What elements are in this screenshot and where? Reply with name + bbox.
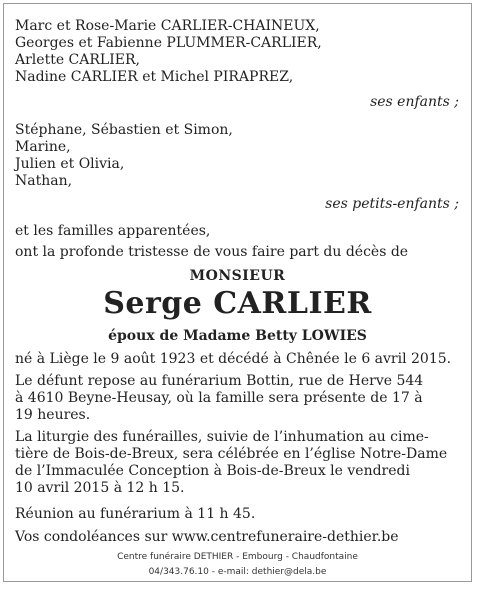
grandchild-line-3: Julien et Olivia, [15,156,125,172]
child-line-2: Georges et Fabienne PLUMMER-CARLIER, [15,35,322,51]
meeting-line: Réunion au funérarium à 11 h 45. [15,506,256,522]
honorific-title: MONSIEUR [189,268,286,284]
grandchild-line-4: Nathan, [15,173,73,189]
grandchildren-role: ses petits-enfants ; [325,196,459,212]
liturgy-line-1: La liturgie des funérailles, suivie de l’inhumation au cime- [15,429,429,445]
child-line-4: Nadine CARLIER et Michel PIRAPREZ, [15,69,294,85]
rest-line-2: à 4610 Beyne-Heusay, où la famille sera présente de 17 à [15,390,423,406]
families-line: et les familles apparentées, [15,223,211,239]
children-role: ses enfants ; [370,94,459,110]
footer-contact: 04/343.76.10 - e-mail: dethier@dela.be [148,567,327,577]
rest-line-3: 19 heures. [15,407,91,423]
child-line-1: Marc et Rose-Marie CARLIER-CHAINEUX, [15,18,320,34]
liturgy-line-2: tière de Bois-de-Breux, sera célébrée en l’église Notre-Dame [15,446,448,462]
birth-death-line: né à Liège le 9 août 1923 et décédé à Chênée le 6 avril 2015. [15,351,452,367]
child-line-3: Arlette CARLIER, [15,52,140,68]
announcement-line: ont la profonde tristesse de vous faire part du décès de [15,244,409,260]
liturgy-line-3: de l’Immaculée Conception à Bois-de-Breux le vendredi [15,463,410,479]
footer-funeral-home: Centre funéraire DETHIER - Embourg - Chaudfontaine [117,552,358,562]
spouse-line: époux de Madame Betty LOWIES [108,328,367,344]
obituary-notice [3,3,472,582]
rest-line-1: Le défunt repose au funérarium Bottin, rue de Herve 544 [15,373,424,389]
condolences-line: Vos condoléances sur www.centrefuneraire-dethier.be [15,529,399,545]
grandchild-line-2: Marine, [15,139,71,155]
deceased-name: Serge CARLIER [103,286,372,321]
liturgy-line-4: 10 avril 2015 à 12 h 15. [15,480,185,496]
grandchild-line-1: Stéphane, Sébastien et Simon, [15,122,233,138]
